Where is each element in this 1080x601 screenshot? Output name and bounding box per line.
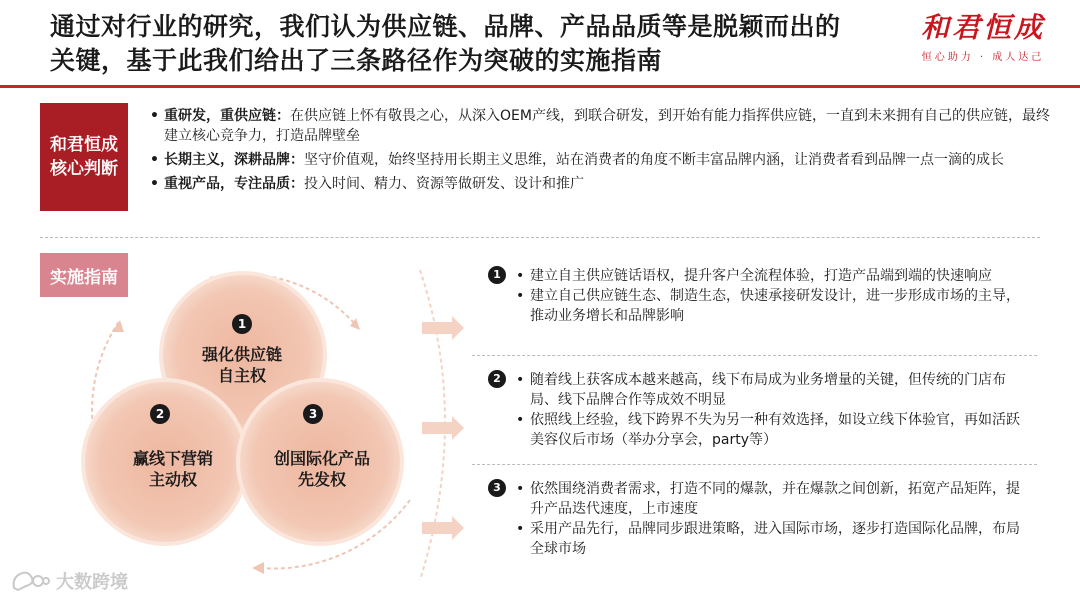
bullet-dot: • <box>516 521 525 537</box>
badge-2-num: 2 <box>155 407 165 421</box>
badge-1-num: 1 <box>237 317 247 331</box>
judgement-text: 坚守价值观，始终坚持用长期主义思维，站在消费者的角度不断丰富品牌内涵，让消费者看到品牌一点一滴的成长 <box>304 152 1004 168</box>
list-item <box>516 479 1033 519</box>
strategy-diagram <box>60 250 480 590</box>
header-divider <box>0 85 1080 88</box>
page-title <box>50 10 910 78</box>
judgement-item <box>150 174 1050 194</box>
judgement-item <box>150 106 1050 146</box>
badge-3-num: 3 <box>308 407 318 421</box>
bullet-dot: • <box>150 152 159 168</box>
pointer-arrow-2 <box>422 416 464 440</box>
title-line-1: 通过对行业的研究，我们认为供应链、品牌、产品品质等是脱颖而出的 <box>50 12 841 41</box>
judgement-keyword: 重视产品，专注品质： <box>164 176 304 192</box>
section-number-badge: 3 <box>488 479 506 497</box>
pointer-arrow-3 <box>422 516 464 540</box>
list-item <box>516 519 1033 559</box>
bullet-dot: • <box>516 288 525 304</box>
judgement-text: 投入时间、精力、资源等做研发、设计和推广 <box>304 176 584 192</box>
judgement-text: 在供应链上怀有敬畏之心，从深入OEM产线，到联合研发，到开始有能力指挥供应链，一直到未来拥有自己的供应链，最终建立核心竞争力，打造品牌壁垒 <box>164 108 1050 144</box>
title-line-2: 关键，基于此我们给出了三条路径作为突破的实施指南 <box>50 46 663 75</box>
list-item <box>516 410 1033 450</box>
bullet-text: 建立自己供应链生态、制造生态，快速承接研发设计，进一步形成市场的主导，推动业务增长和品牌影响 <box>530 288 1020 324</box>
judgement-keyword: 长期主义，深耕品牌： <box>164 152 304 168</box>
section-divider <box>40 237 1040 238</box>
guide-section-1 <box>488 266 1033 326</box>
judgement-label-line-1: 和君恒成 <box>50 135 118 155</box>
watermark <box>10 568 128 594</box>
list-item <box>516 286 1033 326</box>
judgement-list <box>150 106 1050 198</box>
bullet-dot: • <box>516 412 525 428</box>
circle-1-label-line-1: 强化供应链 <box>201 345 283 364</box>
bullet-dot: • <box>516 372 525 388</box>
circle-3-label-line-1: 创国际化产品 <box>273 449 371 468</box>
pointer-arrow-1 <box>422 316 464 340</box>
bullet-dot: • <box>150 176 159 192</box>
bullet-text: 随着线上获客成本越来越高，线下布局成为业务增量的关键，但传统的门店布局、线下品牌合作等成效不明显 <box>530 372 1006 408</box>
brand-logo <box>908 12 1058 63</box>
guide-label: 实施指南 <box>40 253 128 297</box>
section-number-badge: 1 <box>488 266 506 284</box>
bullet-text: 采用产品先行，品牌同步跟进策略，进入国际市场，逐步打造国际化品牌，布局全球市场 <box>530 521 1020 557</box>
section-bullets <box>516 266 1033 326</box>
bullet-text: 依照线上经验，线下跨界不失为另一种有效选择，如设立线下体验官，再如活跃美容仪后市场（举办分享会，party等） <box>530 412 1020 448</box>
bullet-dot: • <box>150 108 159 124</box>
list-item <box>516 370 1033 410</box>
section-bullets <box>516 370 1033 450</box>
judgement-item <box>150 150 1050 170</box>
watermark-text: 大数跨境 <box>56 572 128 593</box>
judgement-keyword: 重研发，重供应链： <box>164 108 290 124</box>
judgement-label-line-2: 核心判断 <box>50 159 118 179</box>
logo-slogan: 恒心助力 · 成人达己 <box>921 52 1045 63</box>
section-divider <box>472 464 1037 465</box>
arrowhead-icon <box>350 318 360 330</box>
circle-2-label-line-1: 赢线下营销 <box>132 449 214 468</box>
circle-1-label-line-2: 自主权 <box>217 366 267 385</box>
guide-section-2 <box>488 370 1033 450</box>
section-bullets <box>516 479 1033 559</box>
bullet-text: 建立自主供应链话语权，提升客户全流程体验，打造产品端到端的快速响应 <box>530 268 992 284</box>
bullet-dot: • <box>516 268 525 284</box>
list-item <box>516 266 1033 286</box>
section-divider <box>472 355 1037 356</box>
bullet-dot: • <box>516 481 525 497</box>
circle-2-label-line-2: 主动权 <box>148 470 198 489</box>
judgement-label <box>40 103 128 211</box>
guide-section-3 <box>488 479 1033 559</box>
chat-bubble-icon <box>10 570 50 592</box>
bullet-text: 依然围绕消费者需求，打造不同的爆款，并在爆款之间创新，拓宽产品矩阵，提升产品迭代速度，上市速度 <box>530 481 1020 517</box>
section-number-badge: 2 <box>488 370 506 388</box>
logo-text: 和君恒成 <box>920 11 1045 44</box>
arrowhead-icon <box>252 562 264 574</box>
circle-3-label-line-2: 先发权 <box>297 470 347 489</box>
